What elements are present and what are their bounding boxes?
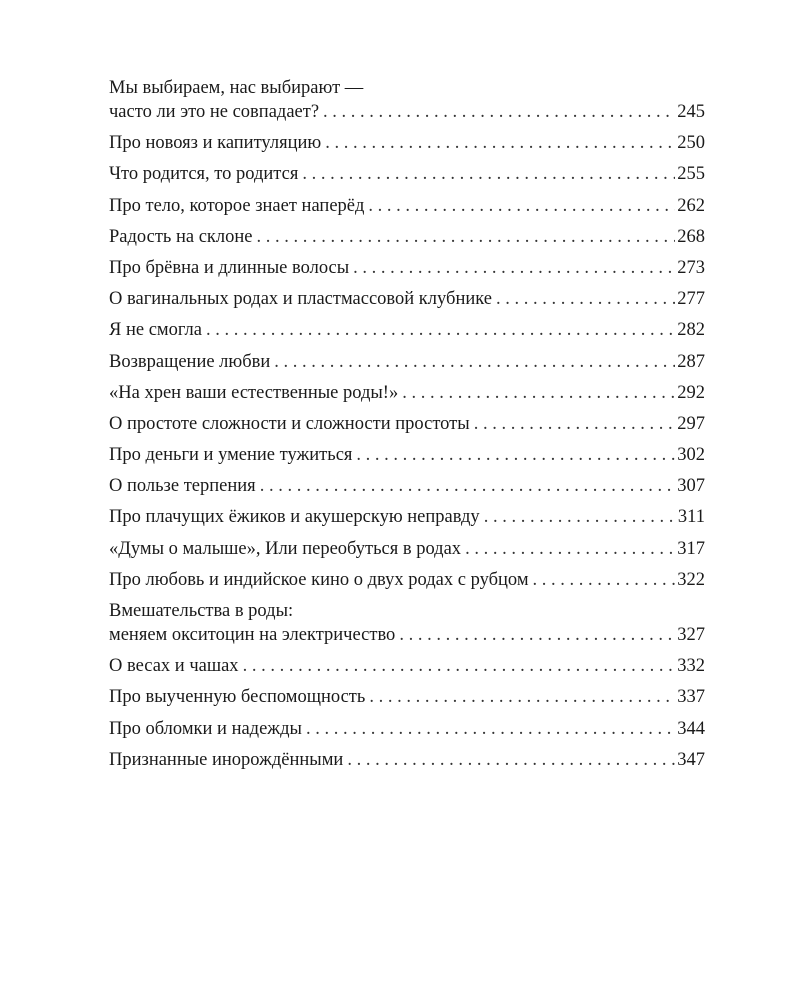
toc-entry [109,225,705,249]
toc-entry [109,350,705,374]
toc-entry [109,505,705,529]
toc-entry [109,131,705,155]
toc-entry-title: часто ли это не совпадает? [109,102,320,122]
toc-entry-page: 273 [677,257,705,278]
dot-leader [461,537,675,561]
toc-entry [109,717,705,741]
toc-entry-title: Про новояз и капитуляцию [109,133,322,154]
toc-entry [109,599,705,647]
dot-leader [398,381,675,405]
dot-leader [239,654,676,678]
dot-leader [470,412,676,436]
toc-entry-title: Про выученную беспомощность [109,687,366,708]
toc-entry-title: Радость на склоне [109,226,253,247]
toc-entry [109,381,705,405]
toc-entry-page: 262 [677,195,705,216]
toc-entry [109,685,705,709]
toc-entry-page: 302 [677,445,705,466]
toc-entry [109,194,705,218]
dot-leader [349,256,675,280]
toc-entry [109,287,705,311]
toc-entry-title: О вагинальных родах и пластмассовой клубнике [109,289,492,310]
dot-leader [365,685,675,709]
dot-leader [319,100,675,124]
toc-entry-title: Признанные инорождёнными [109,749,344,770]
toc-entry-page: 344 [677,718,705,739]
toc-entry-page: 245 [677,102,705,122]
toc-entry-title: Я не смогла [109,320,202,341]
toc-entry [109,76,705,124]
toc-entry-page: 277 [677,289,705,310]
toc-entry-page: 297 [677,413,705,434]
toc-entry [109,412,705,436]
toc-entry-title: О пользе терпения [109,476,256,497]
toc-entry [109,748,705,772]
dot-leader [298,162,675,186]
toc-entry-page: 337 [677,687,705,708]
toc-entry [109,654,705,678]
toc-entry [109,443,705,467]
toc-entry-title: меняем окситоцин на электричество [109,625,396,645]
dot-leader [321,131,675,155]
toc-entry-title: Про плачущих ёжиков и акушерскую неправду [109,507,480,528]
toc-entry-page: 287 [677,351,705,372]
toc-entry-title: «На хрен ваши естественные роды!» [109,382,399,403]
toc-entry [109,256,705,280]
dot-leader [270,350,675,374]
toc-entry-page: 268 [677,226,705,247]
dot-leader [492,287,675,311]
toc-entry-page: 250 [677,133,705,154]
dot-leader [480,505,676,529]
toc-entry-title: Про брёвна и длинные волосы [109,257,350,278]
toc-entry-page: 327 [677,625,705,645]
toc-entry-title: Про тело, которое знает наперёд [109,195,365,216]
toc-entry-page: 307 [677,476,705,497]
toc-entry-title-line1: Вмешательства в роды: [109,601,294,621]
toc-entry-title: Возвращение любви [109,351,271,372]
toc-entry-title: «Думы о малыше», Или переобуться в родах [109,538,462,559]
toc-entry-title: Про обломки и надежды [109,718,302,739]
dot-leader [343,748,675,772]
toc-entry [109,318,705,342]
toc-entry-page: 292 [677,382,705,403]
dot-leader [302,717,675,741]
toc-entry [109,537,705,561]
dot-leader [202,318,675,342]
toc-entry-page: 332 [677,656,705,677]
dot-leader [352,443,675,467]
toc-entry-title: О весах и чашах [109,656,239,677]
toc-entry [109,162,705,186]
dot-leader [253,225,676,249]
toc-entry-page: 255 [677,164,705,185]
toc-entry-page: 311 [677,507,705,528]
dot-leader [529,568,676,592]
toc-entry-title: Про любовь и индийское кино о двух родах с рубцом [109,569,529,590]
toc-entry-page: 317 [677,538,705,559]
toc-entry-title: Про деньги и умение тужиться [109,445,353,466]
toc-entry-page: 282 [677,320,705,341]
dot-leader [256,474,676,498]
toc-entry [109,568,705,592]
toc-entry [109,474,705,498]
dot-leader [395,623,675,647]
toc-entry-title: Что родится, то родится [109,164,299,185]
toc-entry-title-line1: Мы выбираем, нас выбирают — [109,78,364,98]
table-of-contents [109,76,705,779]
dot-leader [364,194,675,218]
toc-entry-page: 322 [677,569,705,590]
toc-entry-page: 347 [677,749,705,770]
toc-entry-title: О простоте сложности и сложности простоты [109,413,470,434]
